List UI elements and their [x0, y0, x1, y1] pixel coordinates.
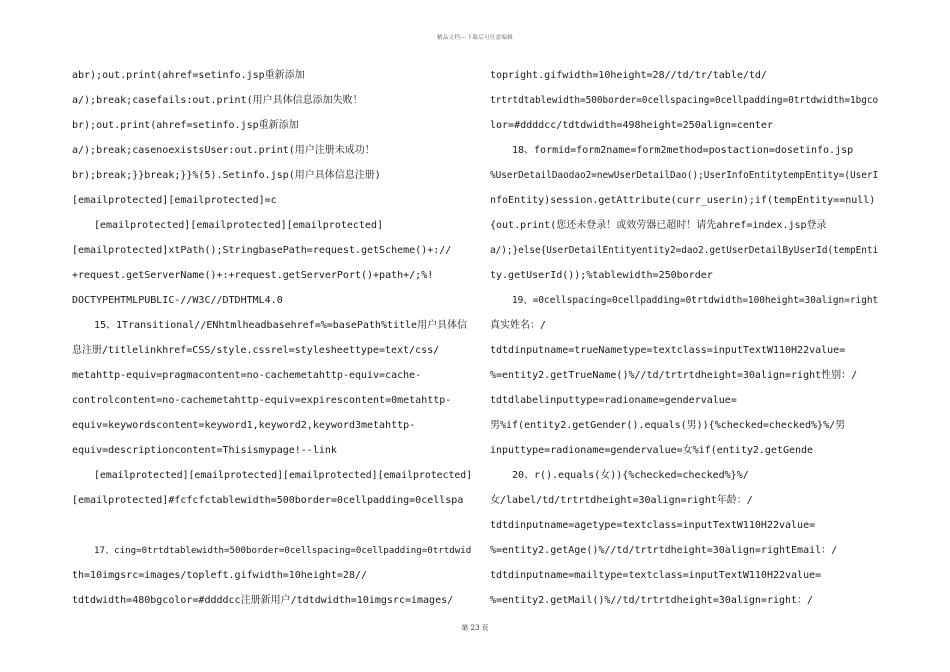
text-line: topright.gifwidth=10height=28//td/tr/table/td/: [490, 70, 767, 81]
text-line: [emailprotected]#fcfcfctablewidth=500border=0cellpadding=0cellspa: [72, 495, 464, 506]
text-line: trtrtdtablewidth=500border=0cellspacing=0cellpadding=0trtdwidth=1bgco: [490, 95, 879, 106]
text-line: 15、1Transitional//ENhtmlheadbasehref=%=basePath%title用户具体信: [94, 320, 468, 331]
text-line: ty.getUserId());%tablewidth=250border: [490, 270, 713, 281]
text-line: 19、=0cellspacing=0cellpadding=0trtdwidth=100height=30align=right: [512, 295, 879, 306]
text-line: abr);out.print(ahref=setinfo.jsp重新添加: [72, 70, 305, 81]
text-line: 17、cing=0trtdtablewidth=500border=0cellspacing=0cellpadding=0trtdwid: [94, 546, 472, 556]
text-line: nfoEntity)session.getAttribute(curr_userin);if(tempEntity==null): [490, 195, 876, 206]
text-line: tdtdinputname=mailtype=textclass=inputTextW110H22value=: [490, 570, 822, 581]
text-line: [emailprotected]xtPath();StringbasePath=request.getScheme()+://: [72, 245, 452, 256]
text-line: a/);}else{UserDetailEntityentity2=dao2.getUserDetailByUserId(tempEnti: [490, 245, 879, 256]
text-line: 18、formid=form2name=form2method=postaction=dosetinfo.jsp: [512, 145, 854, 156]
text-line: 男%if(entity2.getGender().equals(男)){%checked=checked%}%/男: [490, 420, 846, 431]
text-line: metahttp-equiv=pragmacontent=no-cachemetahttp-equiv=cache-: [72, 370, 422, 381]
text-line: %=entity2.getMail()%//td/trtrtdheight=30align=right：/: [490, 595, 814, 606]
left-text-column: [72, 70, 472, 620]
text-line: 真实姓名：/: [490, 320, 547, 331]
text-line: equiv=keywordscontent=keyword1,keyword2,keyword3metahttp-: [72, 420, 416, 431]
text-line: a/);break;casenoexistsUser:out.print(用户注册未成功！: [72, 145, 375, 156]
text-line: 20、r().equals(女)){%checked=checked%}%/: [512, 470, 749, 481]
text-line: controlcontent=no-cachemetahttp-equiv=expirescontent=0metahttp-: [72, 395, 452, 406]
text-line: %UserDetailDaodao2=newUserDetailDao();UserInfoEntitytempEntity=(UserI: [490, 170, 879, 181]
text-line: tdtdinputname=trueNametype=textclass=inputTextW110H22value=: [490, 345, 846, 356]
text-line: [emailprotected][emailprotected][emailprotected]: [94, 220, 383, 231]
text-line: tdtdlabelinputtype=radioname=gendervalue=: [490, 395, 737, 406]
text-line: %=entity2.getAge()%//td/trtrtdheight=30align=rightEmail：/: [490, 545, 838, 556]
text-line: th=10imgsrc=images/topleft.gifwidth=10height=28//: [72, 570, 368, 581]
page-number: 第 23 页: [461, 624, 489, 632]
text-line: tdtdwidth=480bgcolor=#ddddcc注册新用户/tdtdwidth=10imgsrc=images/: [72, 595, 454, 606]
text-line: {out.print(您还未登录！或效劳器已超时！请先ahref=index.jsp登录: [490, 220, 827, 231]
text-line: +request.getServerName()+:+request.getServerPort()+path+/;%!: [72, 270, 434, 281]
text-line: lor=#ddddcc/tdtdwidth=498height=250align=center: [490, 120, 773, 131]
text-line: tdtdinputname=agetype=textclass=inputTextW110H22value=: [490, 520, 816, 531]
page-header: 精品文档---下载后可任意编辑: [436, 35, 514, 41]
text-line: 女/label/td/trtrtdheight=30align=right年龄：/: [490, 495, 753, 506]
text-line: %=entity2.getTrueName()%//td/trtrtdheight=30align=right性别：/: [490, 370, 858, 381]
text-line: 息注册/titlelinkhref=CSS/style.cssrel=stylesheettype=text/css/: [72, 345, 440, 356]
text-line: DOCTYPEHTMLPUBLIC-//W3C//DTDHTML4.0: [72, 295, 283, 306]
text-line: br);break;}}break;}}%(5).Setinfo.jsp(用户具体信息注册): [72, 170, 381, 181]
text-line: [emailprotected][emailprotected]=c: [72, 195, 277, 206]
right-text-column: [490, 70, 878, 620]
text-line: a/);break;casefails:out.print(用户具体信息添加失败！: [72, 95, 363, 106]
text-line: [emailprotected][emailprotected][emailprotected][emailprotected]: [94, 470, 473, 481]
text-line: equiv=descriptioncontent=Thisismypage!--link: [72, 445, 337, 456]
text-line: inputtype=radioname=gendervalue=女%if(entity2.getGende: [490, 445, 814, 456]
text-line: br);out.print(ahref=setinfo.jsp重新添加: [72, 120, 299, 131]
